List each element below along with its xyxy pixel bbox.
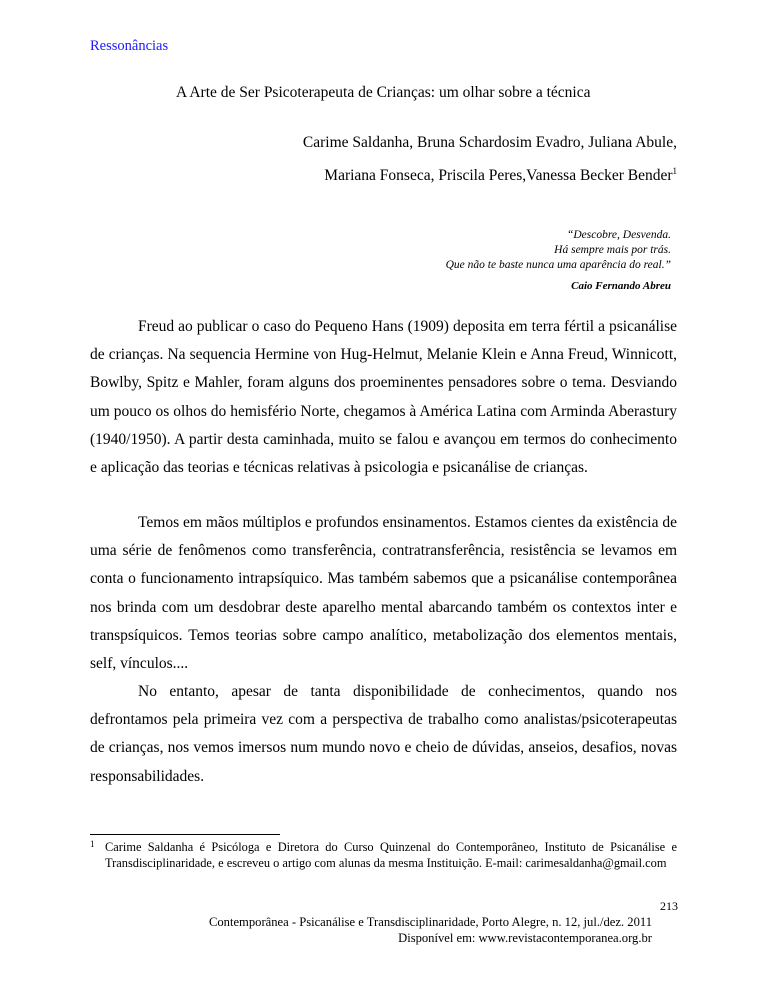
article-title: A Arte de Ser Psicoterapeuta de Crianças: um olhar sobre a técnica: [176, 84, 591, 101]
author-list: [303, 128, 677, 190]
epigraph: [446, 228, 671, 273]
section-label: Ressonâncias: [90, 38, 169, 54]
epigraph-line-1: “Descobre, Desvenda.: [566, 229, 671, 241]
body-paragraph: Freud ao publicar o caso do Pequeno Hans (1909) deposita em terra fértil a psicanálise de crianças. Na sequencia Hermine von Hug-Helmut, Melanie Klein e Anna Freud, Winnicott, Bowlby, Spitz e Mahler, foram alguns dos proeminentes pensadores sobre o tema. Desviando um pouco os olhos do hemisfério Norte, chegamos à América Latina com Arminda Aberastury (1940/1950). A partir desta caminhada, muito se falou e avançou em termos do conhecimento e aplicação das teorias e técnicas relativas à psicologia e psicanálise de crianças.: [90, 318, 677, 477]
footnote-divider: [90, 834, 280, 835]
authors-line-2: [303, 157, 677, 190]
epigraph-author: Caio Fernando Abreu: [571, 280, 671, 292]
epigraph-line-3: Que não te baste nunca uma aparência do real.”: [445, 259, 671, 271]
authors-line-1: Carime Saldanha, Bruna Schardosim Evadro, Juliana Abule,: [302, 134, 677, 151]
authors-line-2-text: Mariana Fonseca, Priscila Peres,Vanessa Becker Bender: [324, 167, 673, 184]
body-paragraph: Temos em mãos múltiplos e profundos ensinamentos. Estamos cientes da existência de uma série de fenômenos como transferência, contratransferência, resistência se levamos em conta o funcionamento intrapsíquico. Mas também sabemos que a psicanálise contemporânea nos brinda com um desdobrar deste aparelho mental abarcando também os contextos inter e transpsíquicos. Temos teorias sobre campo analítico, metabolização dos elementos mentais, self, vínculos....: [90, 514, 677, 673]
footer-availability: Disponível em: www.revistacontemporanea.org.br: [398, 931, 652, 945]
body-paragraph: No entanto, apesar de tanta disponibilidade de conhecimentos, quando nos defrontamos pela primeira vez com a perspectiva de trabalho como analistas/psicoterapeutas de crianças, nos vemos imersos num mundo novo e cheio de dúvidas, anseios, desafios, novas responsabilidades.: [90, 683, 677, 785]
footnote: [90, 840, 677, 871]
footnote-text: Carime Saldanha é Psicóloga e Diretora do Curso Quinzenal do Contemporâneo, Instituto de Psicanálise e Transdisciplinaridade, e escreveu o artigo com alunas da mesma Instituição. E-mail: carimesaldanha@gmail.com: [105, 840, 677, 870]
footnote-mark: 1: [90, 839, 95, 849]
epigraph-line-2: Há sempre mais por trás.: [554, 244, 671, 256]
footnote-reference: 1: [672, 166, 677, 176]
footer-journal: Contemporânea - Psicanálise e Transdisciplinaridade, Porto Alegre, n. 12, jul./dez. 2011: [208, 915, 652, 929]
page-number: 213: [660, 899, 678, 913]
